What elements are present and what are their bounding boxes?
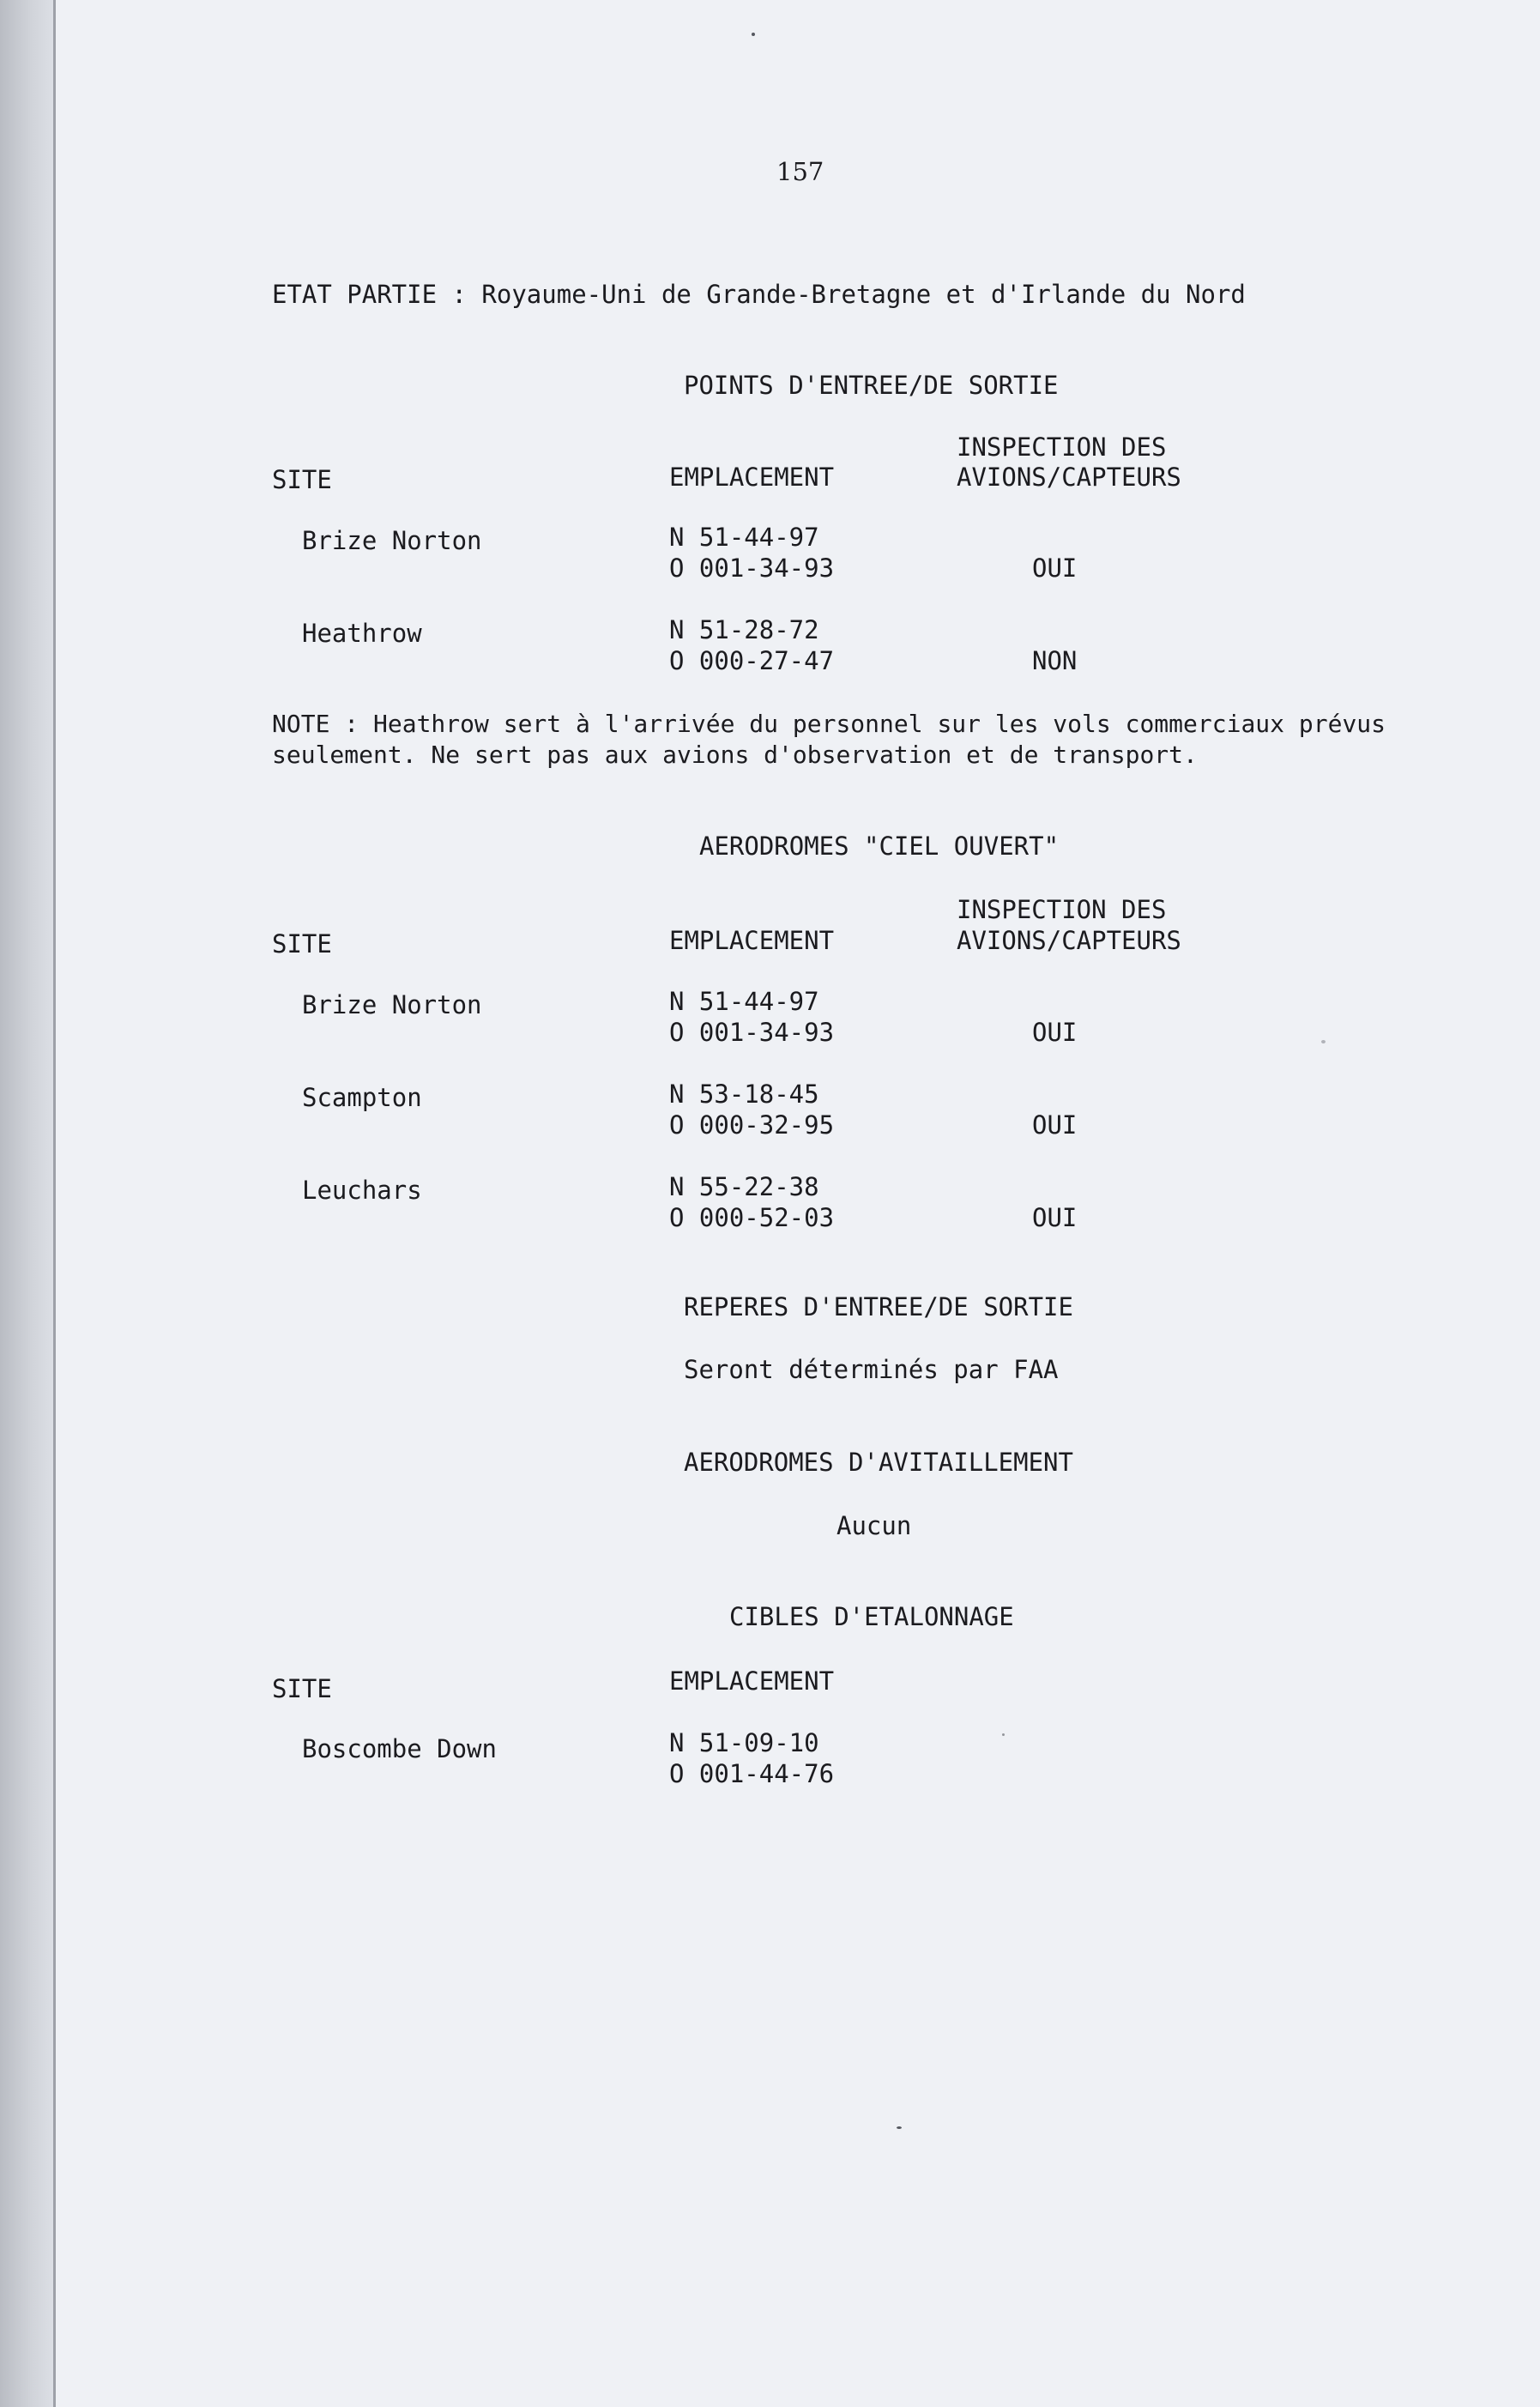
section-title-reperes: REPERES D'ENTREE/DE SORTIE xyxy=(684,1292,1073,1321)
row-inspection: OUI xyxy=(1032,1203,1078,1232)
page-number: 157 xyxy=(776,157,824,186)
row-inspection: NON xyxy=(1032,646,1078,675)
row-lat: N 51-28-72 xyxy=(669,615,819,644)
avitaillement-text: Aucun xyxy=(836,1511,912,1540)
col-inspection-line2: AVIONS/CAPTEURS xyxy=(957,926,1181,955)
col-site-header: SITE xyxy=(272,1674,332,1703)
row-lon: O 001-34-93 xyxy=(669,553,835,583)
col-site-header: SITE xyxy=(272,465,332,494)
col-emplacement-header: EMPLACEMENT xyxy=(669,926,835,955)
row-lon: O 001-34-93 xyxy=(669,1018,835,1047)
row-site: Brize Norton xyxy=(302,526,482,555)
section-title-cibles: CIBLES D'ETALONNAGE xyxy=(729,1602,1014,1631)
dust-speck xyxy=(1002,1733,1005,1736)
dust-speck xyxy=(752,33,755,36)
dust-speck xyxy=(1321,1040,1326,1043)
col-emplacement-header: EMPLACEMENT xyxy=(669,463,835,492)
col-inspection-line1: INSPECTION DES xyxy=(957,895,1167,924)
section-title-ciel-ouvert: AERODROMES "CIEL OUVERT" xyxy=(699,832,1060,861)
col-inspection-line2: AVIONS/CAPTEURS xyxy=(957,463,1181,492)
row-lat: N 55-22-38 xyxy=(669,1172,819,1201)
row-lat: N 51-44-97 xyxy=(669,987,819,1016)
row-inspection: OUI xyxy=(1032,1018,1078,1047)
row-lat: N 51-09-10 xyxy=(669,1728,819,1757)
note-line-2: seulement. Ne sert pas aux avions d'observation et de transport. xyxy=(272,741,1198,769)
col-inspection-line1: INSPECTION DES xyxy=(957,432,1167,462)
dust-speck xyxy=(897,2126,902,2129)
row-lon: O 001-44-76 xyxy=(669,1759,835,1788)
reperes-text: Seront déterminés par FAA xyxy=(684,1355,1059,1384)
row-inspection: OUI xyxy=(1032,553,1078,583)
section-title-avitaillement: AERODROMES D'AVITAILLEMENT xyxy=(684,1448,1073,1477)
row-lon: O 000-52-03 xyxy=(669,1203,835,1232)
page-binding-edge xyxy=(0,0,53,2407)
page-header: ETAT PARTIE : Royaume-Uni de Grande-Bretagne et d'Irlande du Nord xyxy=(272,280,1246,309)
row-site: Brize Norton xyxy=(302,990,482,1019)
note-line-1: NOTE : Heathrow sert à l'arrivée du personnel sur les vols commerciaux prévus xyxy=(272,710,1386,738)
row-lon: O 000-27-47 xyxy=(669,646,835,675)
row-inspection: OUI xyxy=(1032,1110,1078,1140)
row-site: Scampton xyxy=(302,1083,422,1112)
col-emplacement-header: EMPLACEMENT xyxy=(669,1666,835,1696)
col-site-header: SITE xyxy=(272,929,332,959)
row-lon: O 000-32-95 xyxy=(669,1110,835,1140)
row-lat: N 53-18-45 xyxy=(669,1080,819,1109)
row-lat: N 51-44-97 xyxy=(669,523,819,552)
row-site: Leuchars xyxy=(302,1176,422,1205)
row-site: Boscombe Down xyxy=(302,1734,497,1763)
row-site: Heathrow xyxy=(302,619,422,648)
section-title-points-entree: POINTS D'ENTREE/DE SORTIE xyxy=(684,371,1059,400)
